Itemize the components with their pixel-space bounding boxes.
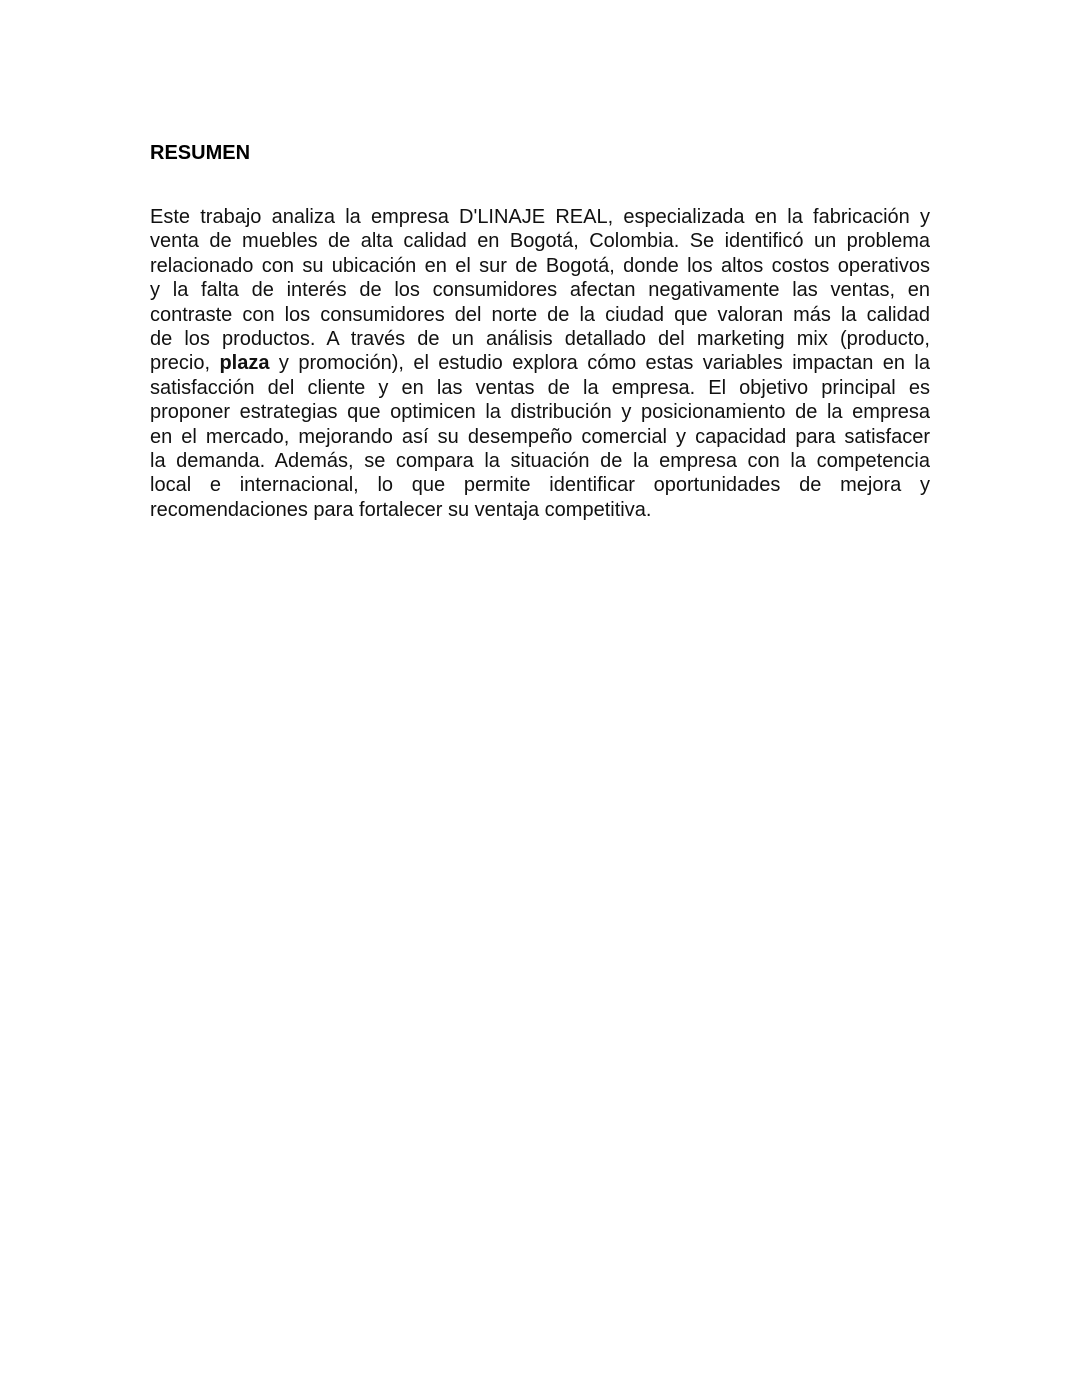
abstract-line: la demanda. Además, se compara la situación de la empresa con la competencia xyxy=(150,449,930,472)
abstract-line: proponer estrategias que optimicen la distribución y posicionamiento de la empresa xyxy=(150,401,930,424)
section-heading: RESUMEN xyxy=(150,142,251,164)
abstract-line: de los productos. A través de un análisis detallado del marketing mix (producto, xyxy=(150,327,930,350)
abstract-line: en el mercado, mejorando así su desempeño comercial y capacidad para satisfacer xyxy=(150,425,930,448)
abstract-paragraph xyxy=(150,205,930,522)
abstract-line: relacionado con su ubicación en el sur de Bogotá, donde los altos costos operativos xyxy=(150,254,930,277)
abstract-line: y la falta de interés de los consumidores afectan negativamente las ventas, en xyxy=(150,279,930,302)
abstract-line: Este trabajo analiza la empresa D'LINAJE REAL, especializada en la fabricación y xyxy=(150,206,930,228)
abstract-line-pre: precio, xyxy=(150,352,211,375)
abstract-line-post: y promoción), el estudio explora cómo estas variables impactan en la xyxy=(278,352,931,375)
abstract-line-last: recomendaciones para fortalecer su ventaja competitiva. xyxy=(150,498,652,521)
abstract-line: satisfacción del cliente y en las ventas de la empresa. El objetivo principal es xyxy=(150,376,930,399)
emphasis-plaza: plaza xyxy=(219,352,270,375)
abstract-line xyxy=(150,351,930,375)
abstract-line: local e internacional, lo que permite identificar oportunidades de mejora y xyxy=(150,474,930,497)
abstract-line: venta de muebles de alta calidad en Bogotá, Colombia. Se identificó un problema xyxy=(150,230,930,253)
abstract-line: contraste con los consumidores del norte de la ciudad que valoran más la calidad xyxy=(150,303,930,326)
